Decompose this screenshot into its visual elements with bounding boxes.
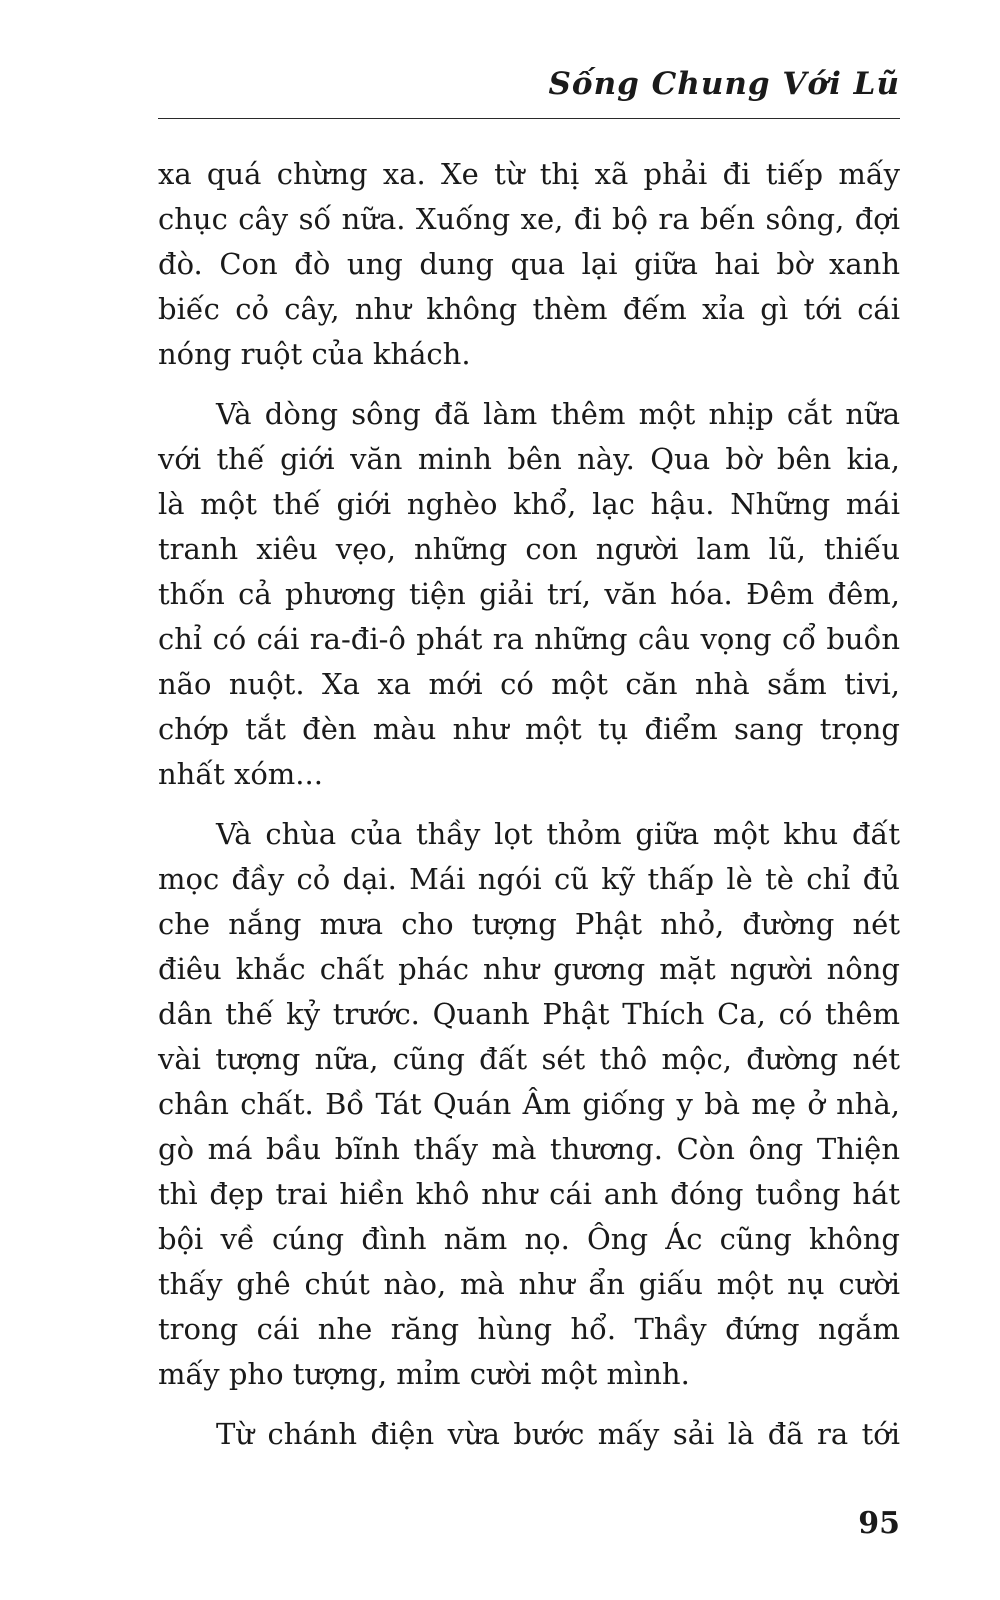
text-line: não nuột. Xa xa mới có một căn nhà sắm tivi, xyxy=(158,667,900,701)
text-line: với thế giới văn minh bên này. Qua bờ bên kia, xyxy=(158,442,900,476)
text-line: biếc cỏ cây, như không thèm đếm xỉa gì tới cái xyxy=(158,292,900,326)
text-line: điêu khắc chất phác như gương mặt người nông xyxy=(158,952,900,986)
text-line: tranh xiêu vẹo, những con người lam lũ, thiếu xyxy=(158,532,900,566)
paragraph-gap xyxy=(158,1397,900,1412)
paragraph-gap xyxy=(158,377,900,392)
text-line: đò. Con đò ung dung qua lại giữa hai bờ xanh xyxy=(158,247,900,281)
text-line: bội về cúng đình năm nọ. Ông Ác cũng không xyxy=(158,1222,900,1256)
body-text xyxy=(158,152,900,1457)
text-line: vài tượng nữa, cũng đất sét thô mộc, đường nét xyxy=(158,1042,900,1076)
text-line: Và dòng sông đã làm thêm một nhịp cắt nữa xyxy=(216,397,900,431)
text-line: thốn cả phương tiện giải trí, văn hóa. Đêm đêm, xyxy=(158,577,900,611)
header-rule xyxy=(158,118,900,119)
paragraph xyxy=(158,1412,900,1457)
text-line: chớp tắt đèn màu như một tụ điểm sang trọng xyxy=(158,712,900,746)
text-line: gò má bầu bĩnh thấy mà thương. Còn ông Thiện xyxy=(158,1132,900,1166)
text-line: Từ chánh điện vừa bước mấy sải là đã ra tới xyxy=(216,1417,900,1451)
text-line: dân thế kỷ trước. Quanh Phật Thích Ca, có thêm xyxy=(158,997,900,1031)
text-line: Và chùa của thầy lọt thỏm giữa một khu đất xyxy=(216,817,900,851)
text-line: chục cây số nữa. Xuống xe, đi bộ ra bến sông, đợi xyxy=(158,202,900,236)
running-header: Sống Chung Với Lũ xyxy=(548,66,900,102)
text-line: mọc đầy cỏ dại. Mái ngói cũ kỹ thấp lè tè chỉ đủ xyxy=(158,862,900,896)
text-line: mấy pho tượng, mỉm cười một mình. xyxy=(158,1357,690,1391)
paragraph xyxy=(158,392,900,797)
paragraph xyxy=(158,812,900,1397)
text-line: nóng ruột của khách. xyxy=(158,337,471,371)
page-number: 95 xyxy=(858,1506,900,1541)
text-line: nhất xóm... xyxy=(158,757,323,791)
paragraph xyxy=(158,152,900,377)
text-line: trong cái nhe răng hùng hổ. Thầy đứng ngắm xyxy=(158,1312,900,1346)
text-line: thì đẹp trai hiền khô như cái anh đóng tuồng hát xyxy=(158,1177,900,1211)
text-line: xa quá chừng xa. Xe từ thị xã phải đi tiếp mấy xyxy=(158,157,900,191)
text-line: là một thế giới nghèo khổ, lạc hậu. Những mái xyxy=(158,487,900,521)
paragraph-gap xyxy=(158,797,900,812)
text-line: chỉ có cái ra-đi-ô phát ra những câu vọng cổ buồn xyxy=(158,622,900,656)
text-line: che nắng mưa cho tượng Phật nhỏ, đường nét xyxy=(158,907,900,941)
text-line: chân chất. Bồ Tát Quán Âm giống y bà mẹ ở nhà, xyxy=(158,1087,900,1121)
text-line: thấy ghê chút nào, mà như ẩn giấu một nụ cười xyxy=(158,1267,900,1301)
